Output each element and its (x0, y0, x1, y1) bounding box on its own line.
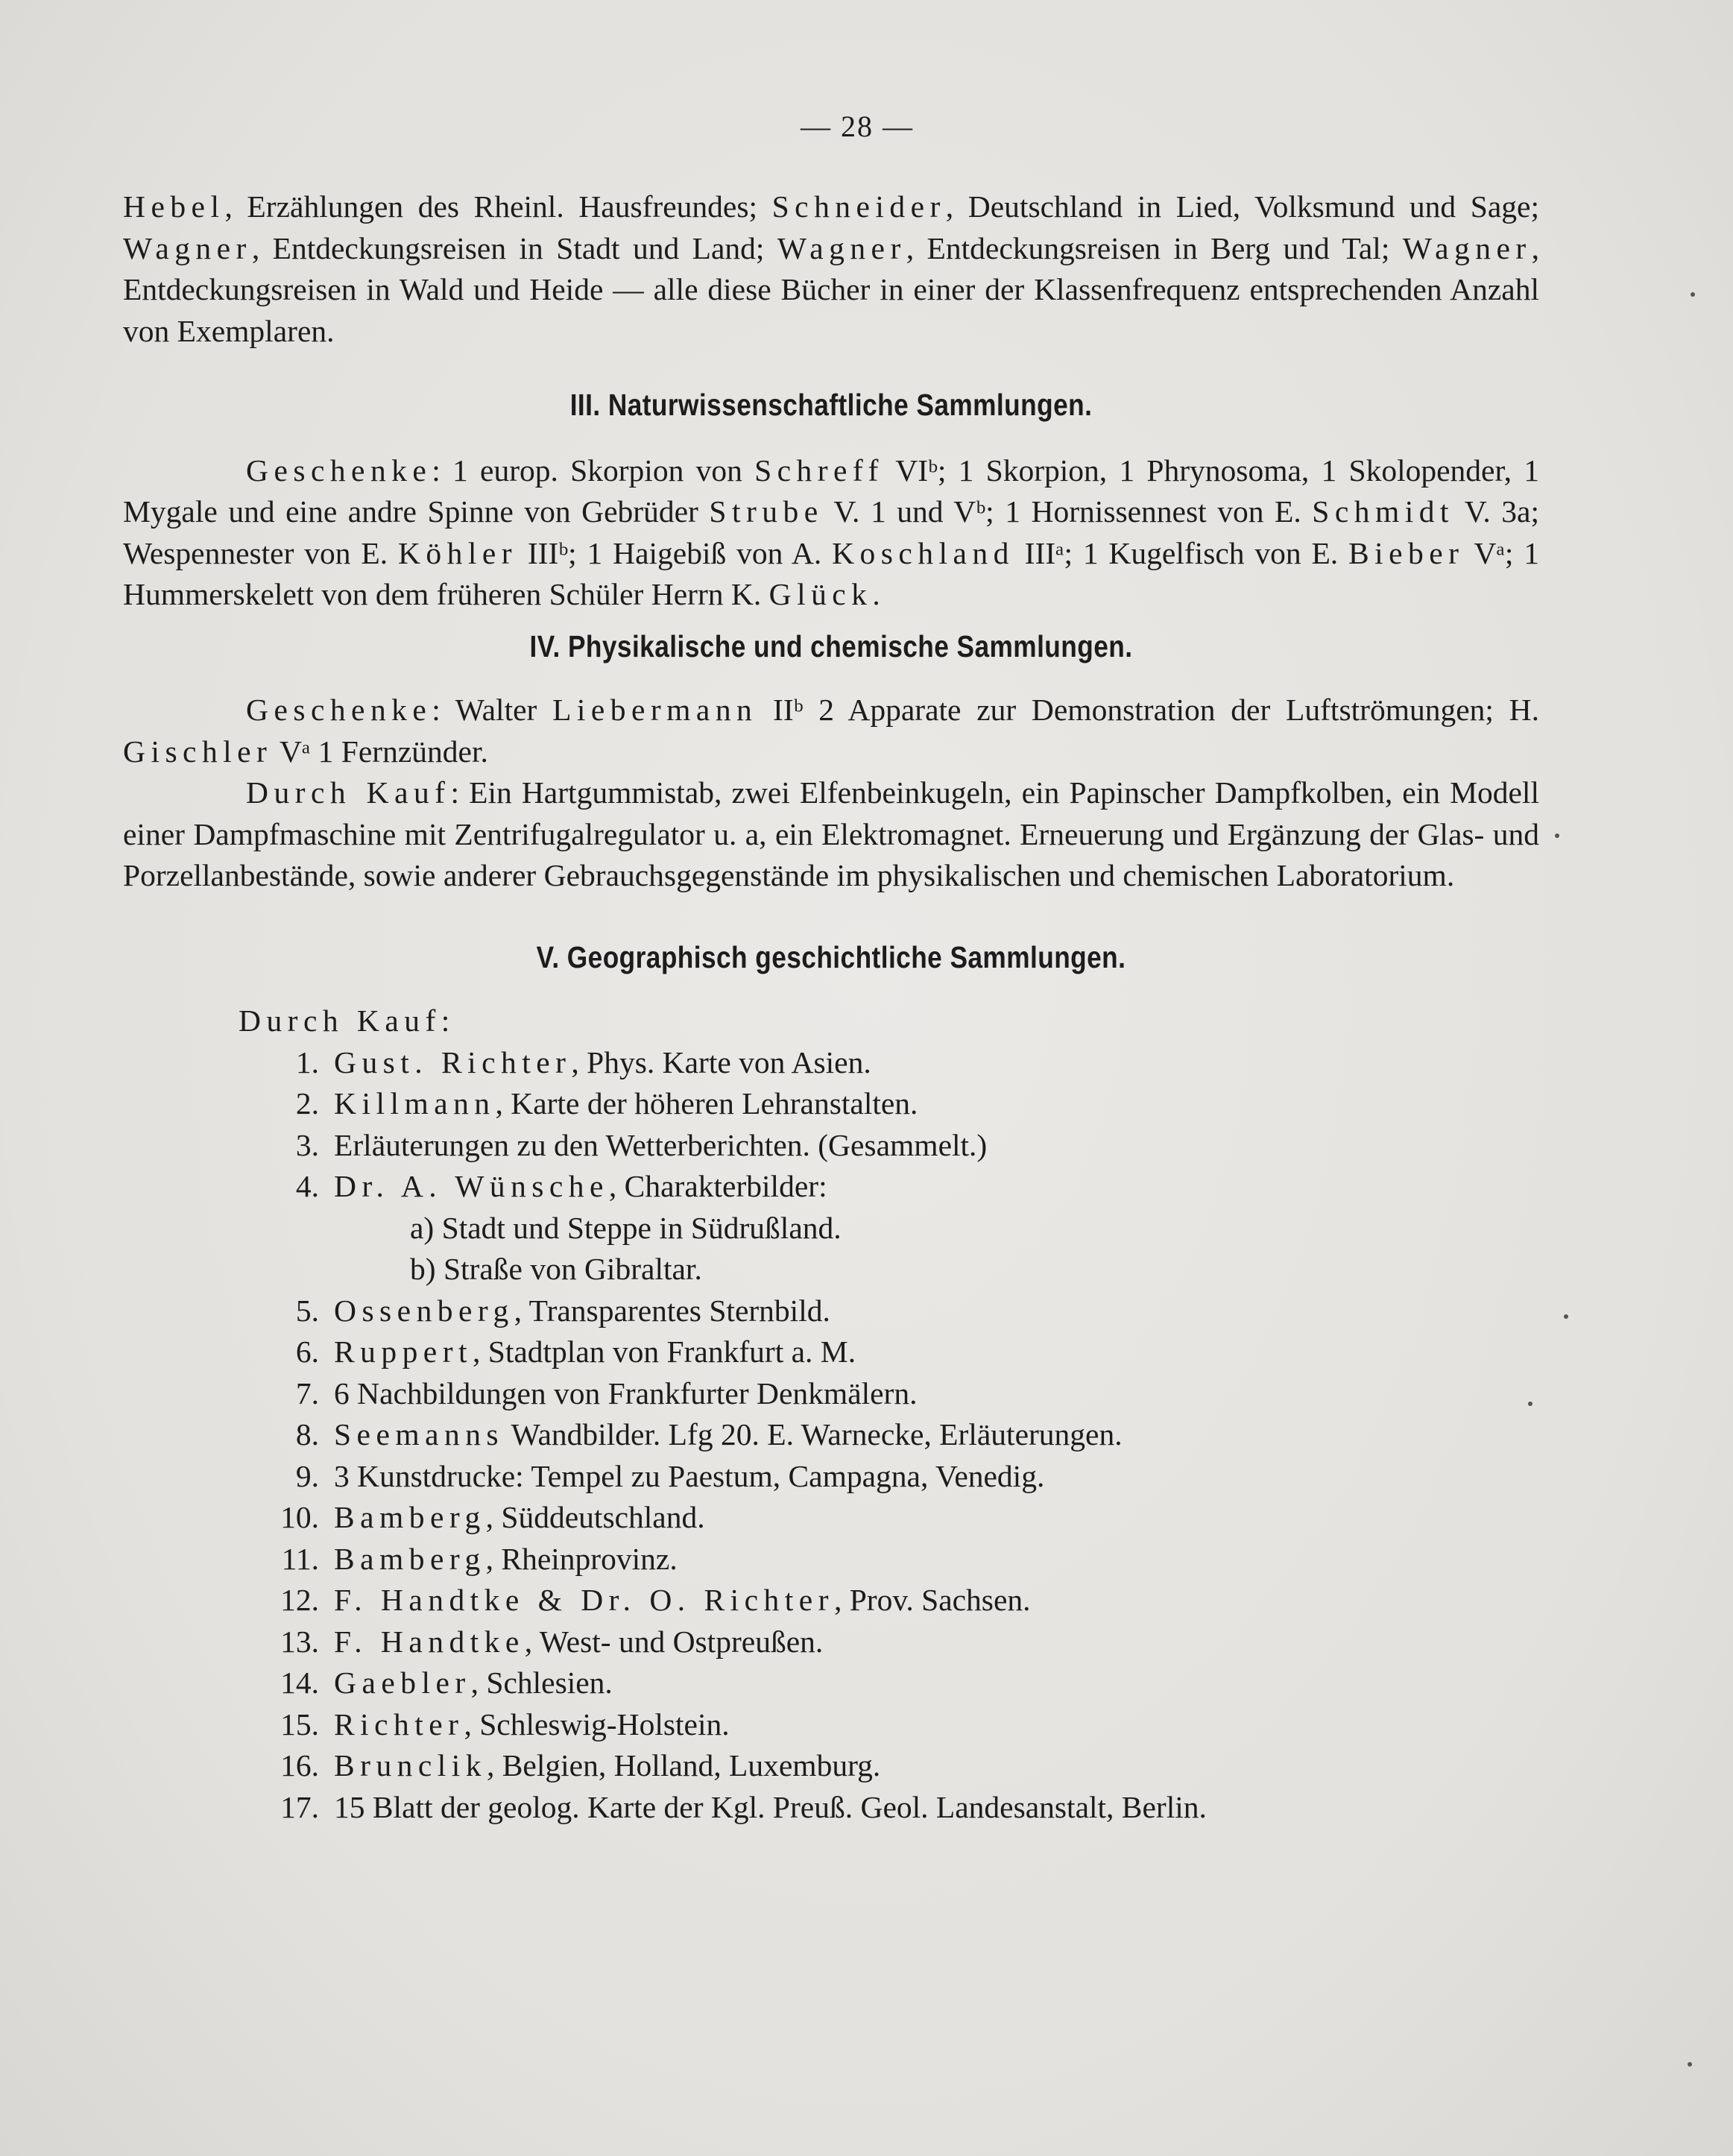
text-run: IIᵇ 2 Apparate zur Demonstration der Luftströmungen; H. (757, 693, 1539, 727)
text-run: . (872, 577, 880, 611)
section-heading-physik: IV. Physikalische und chemische Sammlungen. (529, 628, 1133, 663)
list-item (123, 1662, 1539, 1704)
author-name: Wagner (123, 230, 252, 265)
list-item (123, 1208, 1539, 1249)
item-text: , Schlesien. (470, 1665, 613, 1700)
paragraph-label: Geschenke (246, 693, 432, 727)
item-text: a) Stadt und Steppe in Südrußland. (410, 1210, 842, 1245)
text-run: V. 3a; Wespennester von E. (123, 494, 1539, 570)
item-author: Gust. Richter (334, 1044, 572, 1079)
list-item (123, 1083, 1539, 1125)
item-author: Dr. A. Wünsche (334, 1169, 609, 1203)
paragraph-label: Geschenke (246, 453, 432, 488)
text-run: : Ein Hartgummistab, zwei Elfenbeinkugeln, ein Papinscher Dampfkolben, ein Modell einer Dampfmaschine mit Zentrifugalregulator u. a, ein Elektromagnet. Erneuerung und Ergänzung der Glas- und Porzellanbestände, sowie anderer Gebrauchsgegenstände im physikalischen und chemischen Laboratorium. (123, 775, 1539, 892)
author-name: Schneider (771, 189, 946, 224)
item-number: 9. (295, 1458, 319, 1493)
person-name: Strube (709, 494, 824, 529)
item-author: Ossenberg (334, 1293, 514, 1328)
person-name: Bieber (1348, 535, 1465, 570)
text-run: IIIᵇ; 1 Haigebiß von A. (517, 535, 833, 570)
list-item (123, 1125, 1539, 1167)
acquisition-list (123, 1042, 1539, 1829)
item-number: 15. (280, 1706, 319, 1741)
item-number: 8. (295, 1417, 319, 1451)
item-author: Richter (334, 1706, 464, 1741)
text-run: , Entdeckungsreisen in Berg und Tal; (906, 230, 1403, 265)
list-item (123, 1290, 1539, 1332)
page-number: — 28 — (801, 110, 914, 143)
section4-paragraph-gifts (123, 690, 1539, 772)
section-heading-naturwissenschaft: III. Naturwissenschaftliche Sammlungen. (569, 388, 1093, 422)
item-text: 3 Kunstdrucke: Tempel zu Paestum, Campagna, Venedig. (334, 1458, 1045, 1493)
item-number: 12. (280, 1583, 319, 1617)
list-item (123, 1456, 1539, 1498)
item-number: 5. (295, 1293, 319, 1328)
item-text: Wandbilder. Lfg 20. E. Warnecke, Erläuterungen. (504, 1417, 1123, 1451)
item-text: , Phys. Karte von Asien. (571, 1044, 871, 1079)
section3-paragraph (123, 450, 1539, 616)
item-number: 11. (281, 1541, 319, 1576)
text-run: , Entdeckungsreisen in Stadt und Land; (251, 230, 777, 265)
item-text: , Karte der höheren Lehranstalten. (495, 1086, 918, 1120)
item-text: , West- und Ostpreußen. (524, 1624, 824, 1659)
text-run: : 1 europ. Skorpion von (432, 453, 755, 488)
list-item (123, 1704, 1539, 1746)
list-item (123, 1414, 1539, 1456)
item-text: , Schleswig-Holstein. (464, 1706, 730, 1741)
item-author: Seemanns (334, 1417, 505, 1451)
item-author: Ruppert (334, 1334, 473, 1369)
item-text: , Prov. Sachsen. (833, 1583, 1031, 1617)
author-name: Hebel (123, 189, 225, 224)
text-run: , Entdeckungsreisen in Wald und Heide — alle diese Bücher in einer der Klassenfrequenz entsprechenden Anzahl von Exemplaren. (123, 230, 1539, 348)
item-text: , Süddeutschland. (485, 1500, 705, 1534)
item-author: F. Handtke & Dr. O. Richter (334, 1583, 834, 1617)
item-number: 10. (280, 1500, 319, 1534)
item-number: 13. (280, 1624, 319, 1659)
item-number: 16. (280, 1748, 319, 1783)
item-text: 15 Blatt der geolog. Karte der Kgl. Preuß. Geol. Landesanstalt, Berlin. (334, 1789, 1207, 1824)
list-item (123, 1249, 1539, 1290)
item-number: 14. (280, 1665, 319, 1700)
paragraph-label: Durch Kauf: (239, 1003, 455, 1038)
list-item (123, 1166, 1539, 1208)
list-item (123, 1042, 1539, 1084)
person-name: Liebermann (552, 693, 758, 727)
text-run: V. 1 und Vᵇ; 1 Hornissennest von E. (823, 494, 1313, 529)
person-name: Koschland (832, 535, 1014, 570)
item-author: Gaebler (334, 1665, 471, 1700)
list-item (123, 1539, 1539, 1580)
text-run: VIᵇ; 1 Skorpion, 1 Phrynosoma, 1 Skolopender, 1 Mygale und eine andre Spinne von Gebrüder (123, 453, 1539, 529)
person-name: Gischler (123, 734, 273, 769)
item-number: 7. (295, 1375, 319, 1410)
text-run: , Deutschland in Lied, Volksmund und Sage; (945, 189, 1539, 224)
item-text: , Stadtplan von Frankfurt a. M. (473, 1334, 856, 1369)
section5-label (123, 1000, 1539, 1042)
list-item (123, 1621, 1539, 1663)
author-name: Wagner (1402, 230, 1532, 265)
item-text: , Transparentes Sternbild. (514, 1293, 830, 1328)
list-item (123, 1373, 1539, 1415)
item-number: 1. (295, 1044, 319, 1079)
item-number: 4. (295, 1169, 319, 1203)
person-name: Schmidt (1312, 494, 1454, 529)
item-number: 6. (295, 1334, 319, 1369)
item-text: , Rheinprovinz. (485, 1541, 678, 1576)
list-item (123, 1497, 1539, 1539)
item-author: Brunclik (334, 1748, 487, 1783)
scan-speck (1555, 833, 1559, 838)
page-body (123, 186, 1539, 1828)
scan-speck (1528, 1402, 1532, 1406)
text-run: Vᵃ; 1 Hummerskelett von dem früheren Schüler Herrn K. (123, 535, 1540, 611)
item-number: 2. (295, 1086, 319, 1120)
list-item (123, 1580, 1539, 1621)
text-run: , Erzählungen des Rheinl. Hausfreundes; (224, 189, 772, 224)
scan-speck (1688, 2062, 1692, 2067)
text-run: IIIᵃ; 1 Kugelfisch von E. (1014, 535, 1349, 570)
item-author: F. Handtke (334, 1624, 525, 1659)
list-item (123, 1787, 1539, 1829)
text-run: : Walter (432, 693, 553, 727)
person-name: Glück (768, 577, 873, 611)
scan-speck (1691, 292, 1695, 297)
item-text: Erläuterungen zu den Wetterberichten. (Gesammelt.) (334, 1127, 988, 1162)
person-name: Köhler (397, 535, 517, 570)
item-number: 3. (295, 1127, 319, 1162)
person-name: Schreff (754, 453, 884, 488)
scan-speck (1564, 1314, 1568, 1319)
section-heading-geographie: V. Geographisch geschichtliche Sammlungen. (536, 939, 1126, 974)
list-item (123, 1331, 1539, 1373)
paragraph-label: Durch Kauf (246, 775, 451, 810)
item-text: b) Straße von Gibraltar. (410, 1252, 702, 1286)
section4-paragraph-purchase (123, 772, 1539, 897)
intro-paragraph (123, 186, 1539, 352)
author-name: Wagner (777, 230, 906, 265)
item-text: 6 Nachbildungen von Frankfurter Denkmälern. (334, 1375, 918, 1410)
item-author: Killmann (334, 1086, 496, 1120)
list-item (123, 1745, 1539, 1787)
item-number: 17. (280, 1789, 319, 1824)
item-author: Bamberg (334, 1500, 486, 1534)
item-text: , Belgien, Holland, Luxemburg. (487, 1748, 881, 1783)
item-text: , Charakterbilder: (608, 1169, 827, 1203)
text-run: Vᵃ 1 Fernzünder. (272, 734, 488, 769)
item-author: Bamberg (334, 1541, 486, 1576)
